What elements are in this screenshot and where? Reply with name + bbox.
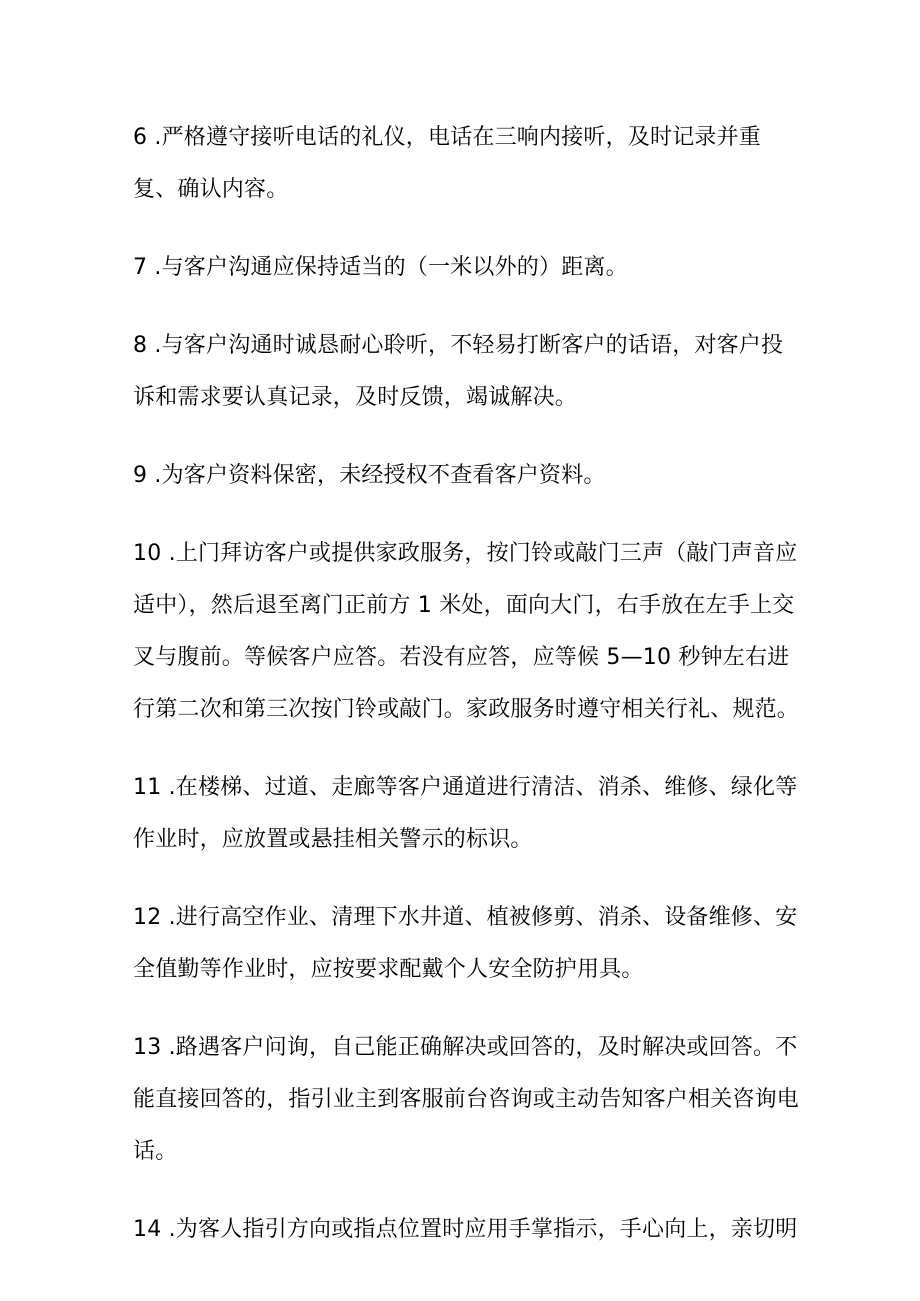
item-separator: . [147,463,162,488]
item-separator: . [161,905,176,930]
item-separator: . [161,775,176,800]
list-item [133,242,802,294]
item-number: 6 [133,125,148,150]
list-item [133,320,802,424]
item-text: 上门拜访客户或提供家政服务，按门铃或敲门三声（敲门声音应适中），然后退至离门正前方 1 米处，面向大门，右手放在左手上交叉与腹前。等候客户应答。若没有应答，应等候 5—10 秒钟左右进行第二次和第三次按门铃或敲门。家政服务时遵守相关行礼、规范。 [133,541,800,722]
item-separator: . [161,541,176,566]
list-item [133,892,802,996]
item-text: 为客户资料保密，未经授权不查看客户资料。 [161,463,606,488]
item-separator: . [147,125,162,150]
list-item [133,1204,802,1256]
list-item [133,1022,802,1178]
list-item [133,762,802,866]
item-text: 进行高空作业、清理下水井道、植被修剪、消杀、设备维修、安全值勤等作业时，应按要求配戴个人安全防护用具。 [133,905,798,982]
item-number: 11 [133,775,162,800]
item-number: 7 [133,255,148,280]
item-text: 在楼梯、过道、走廊等客户通道进行清洁、消杀、维修、绿化等作业时，应放置或悬挂相关警示的标识。 [133,775,798,852]
item-number: 12 [133,905,162,930]
item-text: 路遇客户问询，自己能正确解决或回答的，及时解决或回答。不能直接回答的，指引业主到客服前台咨询或主动告知客户相关咨询电话。 [133,1035,800,1164]
item-separator: . [147,255,162,280]
list-item [133,528,802,736]
item-separator: . [147,333,162,358]
list-item [133,112,802,216]
item-separator: . [161,1217,176,1242]
item-number: 14 [133,1217,162,1242]
item-number: 9 [133,463,148,488]
item-number: 13 [133,1035,162,1060]
item-text: 与客户沟通时诚恳耐心聆听，不轻易打断客户的话语，对客户投诉和需求要认真记录，及时反馈，竭诚解决。 [133,333,784,410]
item-text: 严格遵守接听电话的礼仪，电话在三响内接听，及时记录并重复、确认内容。 [133,125,761,202]
item-text: 与客户沟通应保持适当的（一米以外的）距离。 [161,255,628,280]
item-separator: . [161,1035,176,1060]
item-text: 为客人指引方向或指点位置时应用手掌指示，手心向上，亲切明 [175,1217,798,1242]
list-item [133,450,802,502]
item-number: 10 [133,541,162,566]
item-number: 8 [133,333,148,358]
